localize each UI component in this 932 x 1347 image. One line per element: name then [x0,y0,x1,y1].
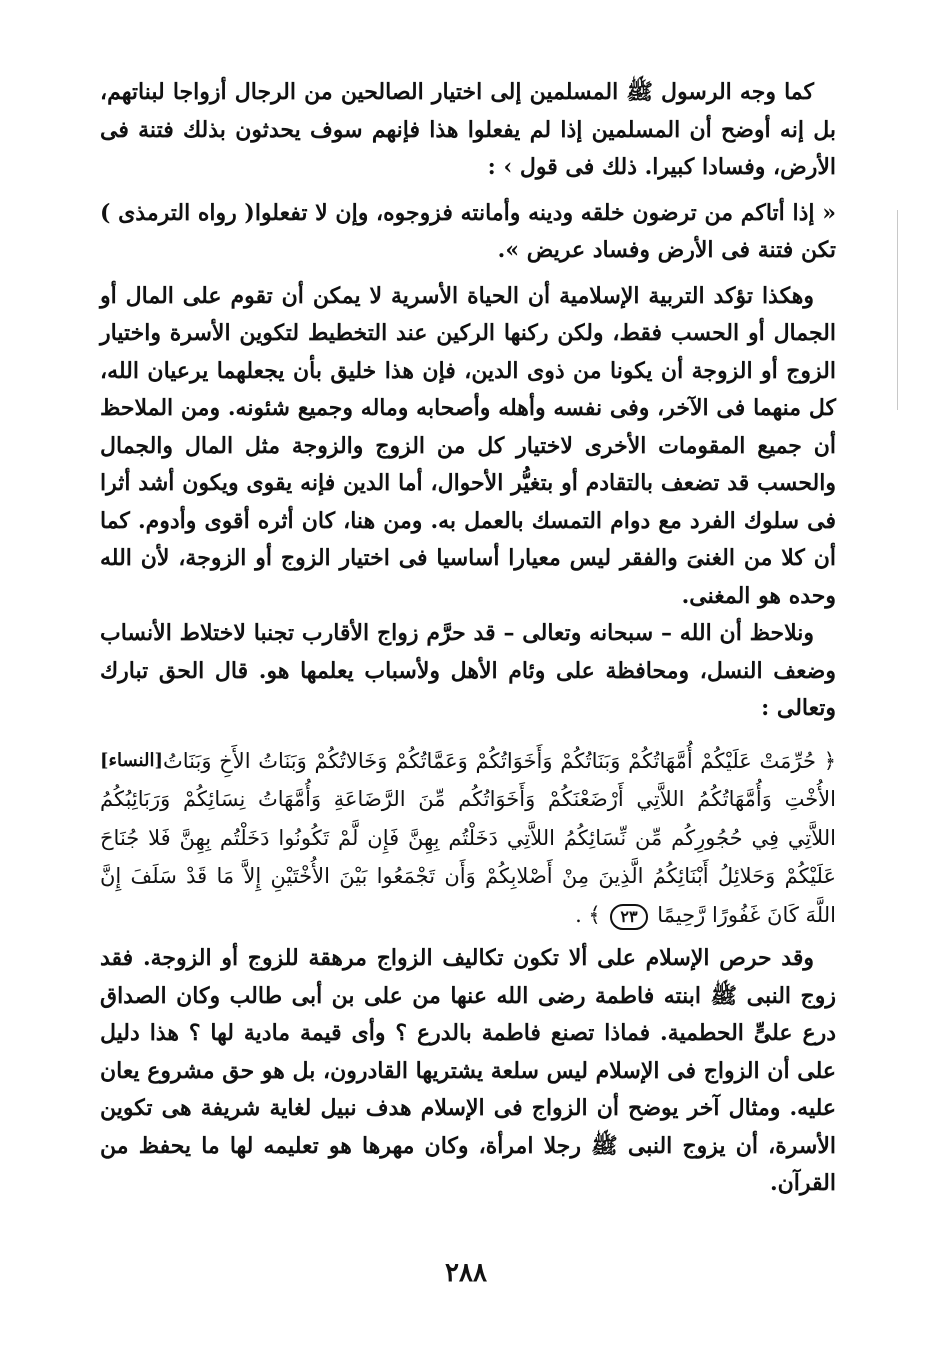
quran-verse [100,742,836,935]
paragraph-4: وقد حرص الإسلام على ألا تكون تكاليف الزواج مرهقة للزوج أو الزوجة. فقد زوج النبى ﷺ ابنته فاطمة رضى الله عنها من على بن أبى طالب وكان الصداق درع علىٍّ الحطمية. فماذا تصنع فاطمة بالدرع ؟ وأى قيمة مادية لها ؟ هذا دليل على أن الزواج فى الإسلام ليس سلعة يشتريها القادرون، بل هو حق مشروع يعان عليه. ومثال آخر يوضح أن الزواج فى الإسلام هدف نبيل لغاية شريفة هى تكوين الأسرة، أن يزوج النبى ﷺ رجلا امرأة، وكان مهرها هو تعليمه لها ما يحفظ من القرآن. [100,945,836,1196]
paragraph-1: كما وجه الرسول ﷺ المسلمين إلى اختيار الصالحين من الرجال أزواجا لبناتهم، بل إنه أوضح أن المسلمين إذا لم يفعلوا هذا فإنهم سوف يحدثون بذلك فتنة فى الأرض، وفسادا كبيرا. ذلك فى قول › : [100,79,836,180]
margin-line [897,210,898,410]
verse-source: [النساء] [100,749,163,771]
verse-number-marker: ٢٣ [610,904,647,930]
paragraph-3: ونلاحظ أن الله – سبحانه وتعالى – قد حرَّم زواج الأقارب تجنبا لاختلاط الأنساب وضعف النسل، ومحافظة على وئام الأهل ولأسباب يعلمها هو. قال الحق تبارك وتعالى : [100,620,836,721]
hadith-source: ( رواه الترمذى ) [100,199,255,226]
hadith-quote [100,195,836,270]
hadith-text: « إذا أتاكم من ترضون خلقه ودينه وأمانته فزوجوه، وإن لا تفعلوا تكن فتنة فى الأرض وفساد عريض ». [254,199,836,263]
paragraph-2: وهكذا تؤكد التربية الإسلامية أن الحياة الأسرية لا يمكن أن تقوم على المال أو الجمال أو الحسب فقط، ولكن ركنها الركين عند التخطيط لتكوين الأسرة واختيار الزوج أو الزوجة أن يكونا من ذوى الدين، فإن هذا خليق بأن يجعلهما يرعيان الله، كل منهما فى الآخر، وفى نفسه وأهله وأصحابه وماله وجميع شئونه. ومن الملاحظ أن جميع المقومات الأخرى لاختيار كل من الزوج والزوجة مثل المال والجمال والحسب قد تضعف بالتقادم أو بتغيُّر الأحوال، أما الدين فإنه يقوى ويكون أشد أثرا فى سلوك الفرد مع دوام التمسك بالعمل به. ومن هنا، كان أثره أقوى وأدوم. كما أن كلا من الغنىَ والفقر ليس معيارا أساسيا فى اختيار الزوج أو الزوجة، لأن الله وحده هو المغنى. [100,282,836,609]
page-number: ٢٨٨ [445,1258,487,1288]
verse-end: ﴾ . [575,902,601,927]
verse-text: ﴿ حُرِّمَتْ عَلَيْكُمْ أُمَّهَاتُكُمْ وَبَنَاتُكُمْ وَأَخَوَاتُكُمْ وَعَمَّاتُكُمْ وَخَالاتُكُمْ وَبَنَاتُ الأَخِ وَبَنَاتُ الأُخْتِ وَأُمَّهَاتُكُمُ اللاَّتِي أَرْضَعْنَكُمْ وَأَخَوَاتُكُم مِّنَ الرَّضَاعَةِ وَأُمَّهَاتُ نِسَائِكُمْ وَرَبَائِبُكُمُ اللاَّتِي فِي حُجُورِكُم مِّن نِّسَائِكُمُ اللاَّتِي دَخَلْتُم بِهِنَّ فَإِن لَّمْ تَكُونُوا دَخَلْتُم بِهِنَّ فَلا جُنَاحَ عَلَيْكُمْ وَحَلائِلُ أَبْنَائِكُمُ الَّذِينَ مِنْ أَصْلابِكُمْ وَأَن تَجْمَعُوا بَيْنَ الأُخْتَيْنِ إِلاَّ مَا قَدْ سَلَفَ إِنَّ اللَّهَ كَانَ غَفُورًا رَّحِيمًا [100,748,836,927]
